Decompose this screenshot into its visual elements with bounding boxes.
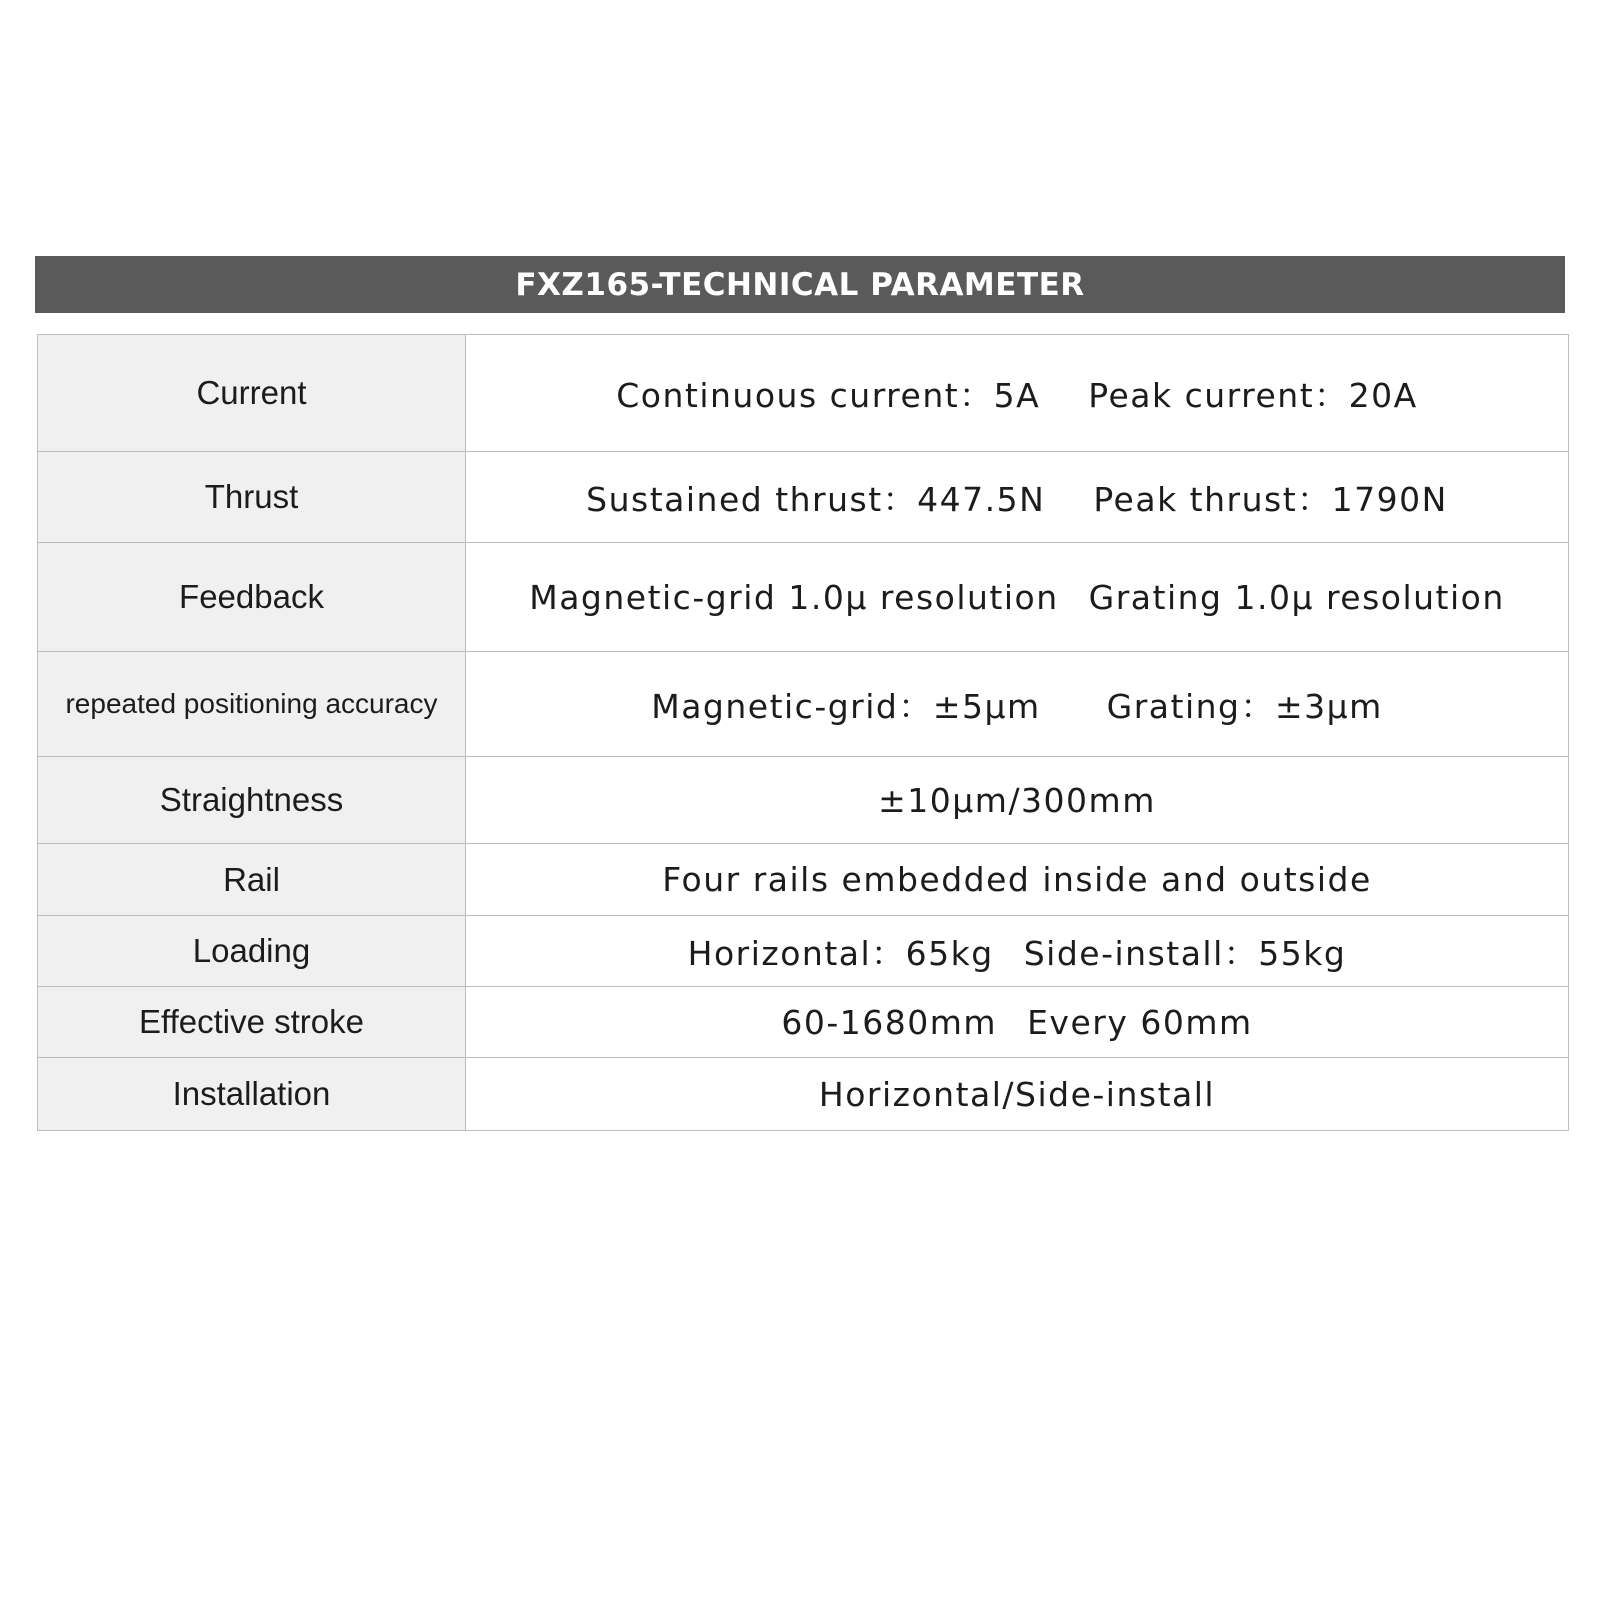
table-row-positioning-accuracy (38, 652, 1569, 757)
row-label: repeated positioning accuracy (38, 652, 466, 757)
page-title: FXZ165-TECHNICAL PARAMETER (515, 266, 1085, 303)
table-row-current (38, 335, 1569, 452)
row-value-primary: Magnetic-grid 1.0μ resolution (529, 577, 1059, 617)
table-row-thrust (38, 452, 1569, 543)
row-value-primary: Four rails embedded inside and outside (662, 860, 1372, 899)
table-row-installation (38, 1058, 1569, 1131)
row-value (466, 987, 1569, 1058)
row-value-primary: Sustained thrust：447.5N (586, 479, 1046, 519)
row-label: Effective stroke (38, 987, 466, 1058)
table-row-effective-stroke (38, 987, 1569, 1058)
table-row-feedback (38, 543, 1569, 652)
row-value-primary: 60-1680mm (781, 1002, 998, 1042)
row-value (466, 916, 1569, 987)
row-value (466, 757, 1569, 844)
row-value (466, 652, 1569, 757)
row-value (466, 543, 1569, 652)
row-label: Feedback (38, 543, 466, 652)
row-value-secondary: Every 60mm (1027, 1002, 1253, 1042)
row-label: Loading (38, 916, 466, 987)
row-value-primary: Horizontal：65kg (687, 933, 994, 973)
row-value (466, 335, 1569, 452)
spec-table (37, 334, 1569, 1131)
row-label: Thrust (38, 452, 466, 543)
row-value-primary: Continuous current：5A (616, 375, 1041, 415)
table-row-straightness (38, 757, 1569, 844)
row-label: Current (38, 335, 466, 452)
row-label: Installation (38, 1058, 466, 1131)
row-value (466, 844, 1569, 916)
row-value-secondary: Peak thrust：1790N (1093, 479, 1448, 519)
row-value-primary: Horizontal/Side-install (818, 1074, 1216, 1114)
row-value-secondary: Side-install：55kg (1023, 933, 1347, 973)
row-value-secondary: Grating：±3μm (1106, 686, 1383, 726)
title-bar (35, 256, 1565, 313)
row-value-secondary: Peak current：20A (1088, 375, 1418, 415)
row-label: Straightness (38, 757, 466, 844)
row-value-secondary: Grating 1.0μ resolution (1088, 577, 1505, 617)
row-value-primary: Magnetic-grid：±5μm (651, 686, 1041, 726)
row-value-primary: ±10μm/300mm (878, 780, 1156, 820)
row-value (466, 452, 1569, 543)
table-row-loading (38, 916, 1569, 987)
row-label: Rail (38, 844, 466, 916)
row-value (466, 1058, 1569, 1131)
table-row-rail (38, 844, 1569, 916)
